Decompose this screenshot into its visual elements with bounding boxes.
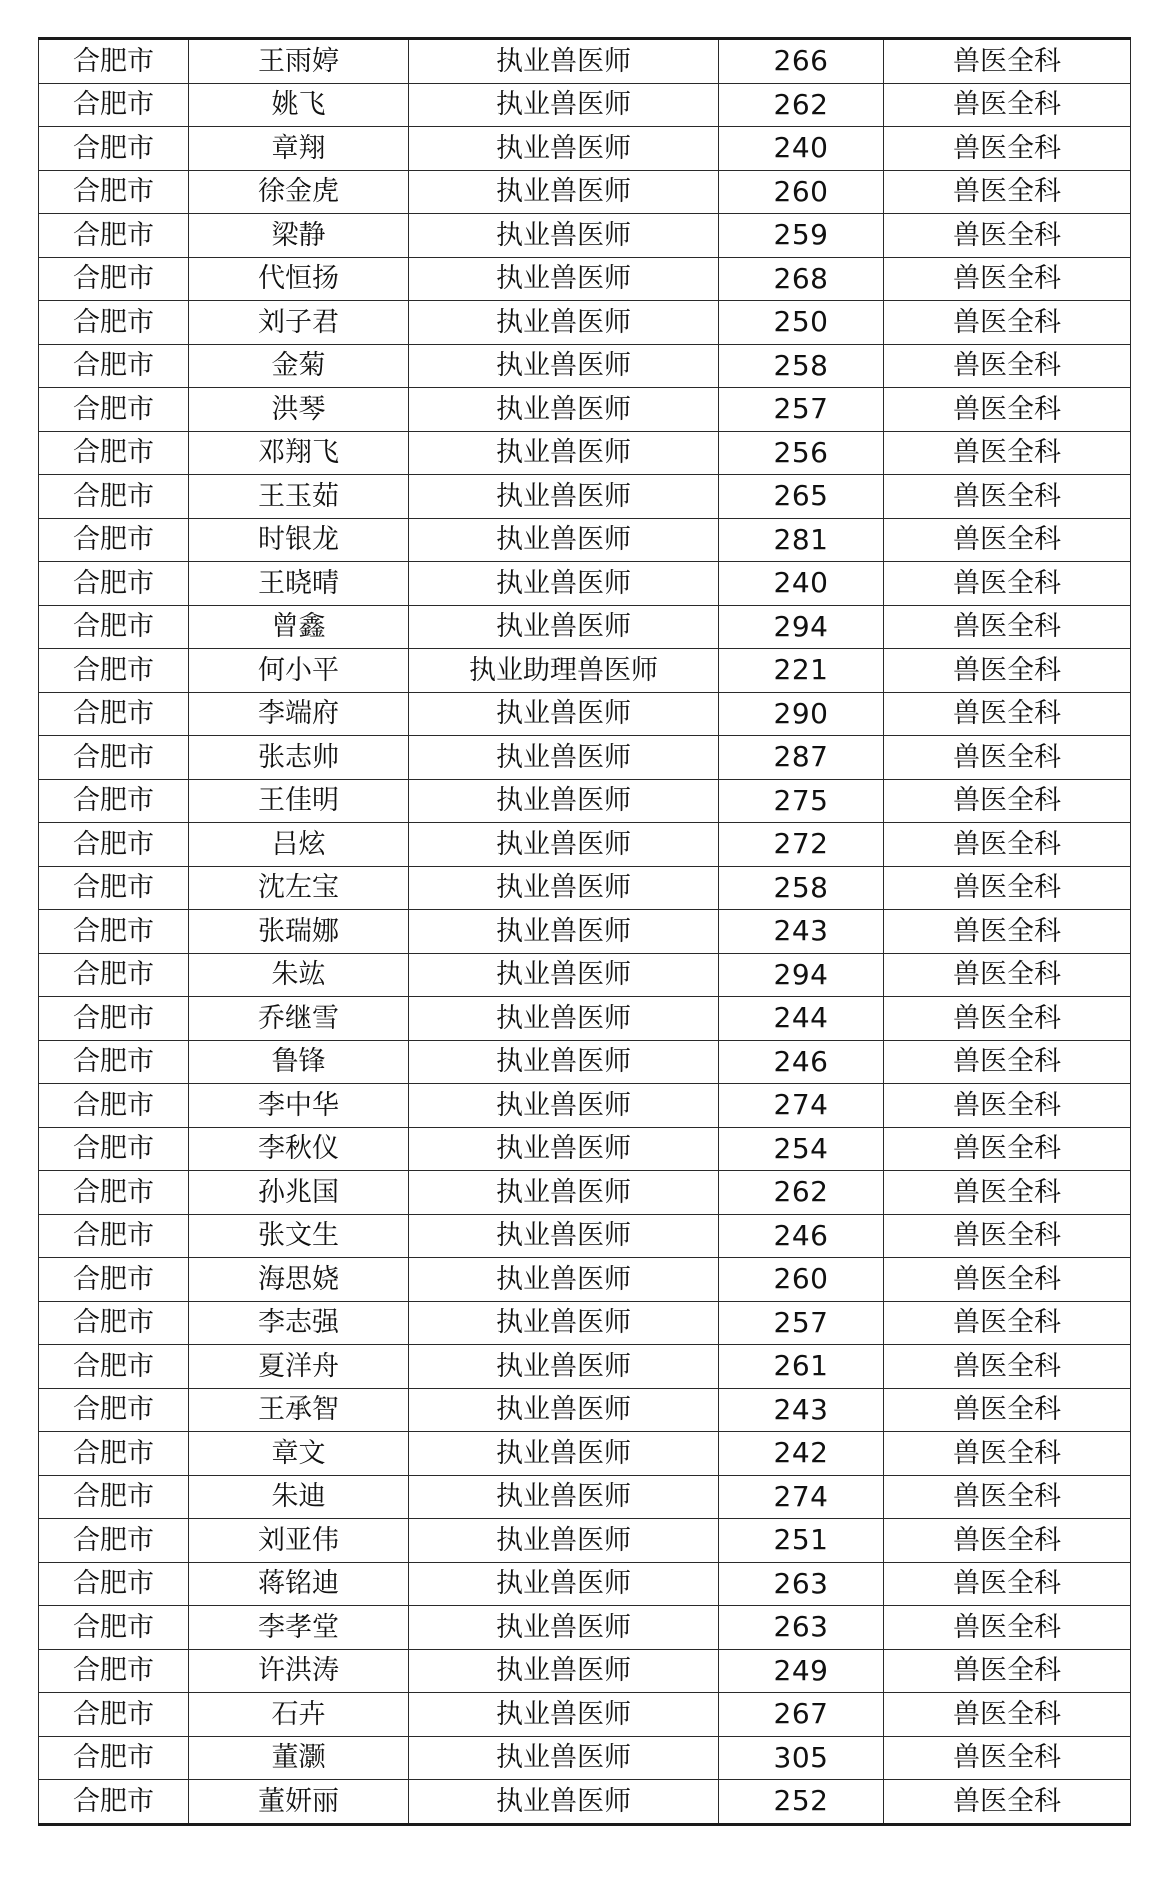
- table-row: [39, 518, 1131, 562]
- city-cell: 合肥市: [39, 1388, 189, 1432]
- score-cell: 240: [719, 562, 884, 606]
- subject-cell: 兽医全科: [884, 997, 1131, 1041]
- qualification-cell: 执业兽医师: [409, 1519, 719, 1563]
- score-cell: 265: [719, 475, 884, 519]
- qualification-cell: 执业兽医师: [409, 301, 719, 345]
- score-cell: 294: [719, 953, 884, 997]
- qualification-cell: 执业兽医师: [409, 1780, 719, 1825]
- score-cell: 251: [719, 1519, 884, 1563]
- table-row: [39, 1040, 1131, 1084]
- score-cell: 266: [719, 39, 884, 84]
- qualification-cell: 执业兽医师: [409, 692, 719, 736]
- name-cell: 邓翔飞: [189, 431, 409, 475]
- score-cell: 243: [719, 1388, 884, 1432]
- name-cell: 章文: [189, 1432, 409, 1476]
- score-cell: 243: [719, 910, 884, 954]
- city-cell: 合肥市: [39, 83, 189, 127]
- name-cell: 蒋铭迪: [189, 1562, 409, 1606]
- subject-cell: 兽医全科: [884, 953, 1131, 997]
- city-cell: 合肥市: [39, 736, 189, 780]
- name-cell: 王佳明: [189, 779, 409, 823]
- subject-cell: 兽医全科: [884, 779, 1131, 823]
- city-cell: 合肥市: [39, 1693, 189, 1737]
- subject-cell: 兽医全科: [884, 1084, 1131, 1128]
- qualification-cell: 执业兽医师: [409, 736, 719, 780]
- subject-cell: 兽医全科: [884, 910, 1131, 954]
- table-row: [39, 170, 1131, 214]
- name-cell: 王玉茹: [189, 475, 409, 519]
- subject-cell: 兽医全科: [884, 1736, 1131, 1780]
- subject-cell: 兽医全科: [884, 823, 1131, 867]
- score-cell: 250: [719, 301, 884, 345]
- name-cell: 张文生: [189, 1214, 409, 1258]
- qualification-cell: 执业兽医师: [409, 83, 719, 127]
- table-row: [39, 953, 1131, 997]
- score-cell: 262: [719, 1171, 884, 1215]
- score-cell: 254: [719, 1127, 884, 1171]
- qualification-cell: 执业兽医师: [409, 953, 719, 997]
- city-cell: 合肥市: [39, 1736, 189, 1780]
- table-row: [39, 1649, 1131, 1693]
- qualification-cell: 执业兽医师: [409, 779, 719, 823]
- score-cell: 246: [719, 1214, 884, 1258]
- city-cell: 合肥市: [39, 605, 189, 649]
- city-cell: 合肥市: [39, 1606, 189, 1650]
- city-cell: 合肥市: [39, 388, 189, 432]
- name-cell: 姚飞: [189, 83, 409, 127]
- city-cell: 合肥市: [39, 1040, 189, 1084]
- table-row: [39, 1432, 1131, 1476]
- name-cell: 章翔: [189, 127, 409, 171]
- name-cell: 夏洋舟: [189, 1345, 409, 1389]
- qualification-cell: 执业兽医师: [409, 823, 719, 867]
- table-row: [39, 1475, 1131, 1519]
- name-cell: 李孝堂: [189, 1606, 409, 1650]
- qualification-cell: 执业兽医师: [409, 170, 719, 214]
- subject-cell: 兽医全科: [884, 83, 1131, 127]
- subject-cell: 兽医全科: [884, 1432, 1131, 1476]
- name-cell: 吕炫: [189, 823, 409, 867]
- city-cell: 合肥市: [39, 1127, 189, 1171]
- city-cell: 合肥市: [39, 1562, 189, 1606]
- subject-cell: 兽医全科: [884, 1475, 1131, 1519]
- name-cell: 曾鑫: [189, 605, 409, 649]
- name-cell: 董妍丽: [189, 1780, 409, 1825]
- city-cell: 合肥市: [39, 431, 189, 475]
- name-cell: 李中华: [189, 1084, 409, 1128]
- name-cell: 王承智: [189, 1388, 409, 1432]
- score-cell: 290: [719, 692, 884, 736]
- score-cell: 267: [719, 1693, 884, 1737]
- city-cell: 合肥市: [39, 910, 189, 954]
- subject-cell: 兽医全科: [884, 1649, 1131, 1693]
- city-cell: 合肥市: [39, 823, 189, 867]
- city-cell: 合肥市: [39, 39, 189, 84]
- name-cell: 孙兆国: [189, 1171, 409, 1215]
- qualification-cell: 执业兽医师: [409, 39, 719, 84]
- city-cell: 合肥市: [39, 1171, 189, 1215]
- score-cell: 252: [719, 1780, 884, 1825]
- score-cell: 242: [719, 1432, 884, 1476]
- qualification-cell: 执业兽医师: [409, 1606, 719, 1650]
- score-cell: 275: [719, 779, 884, 823]
- city-cell: 合肥市: [39, 1345, 189, 1389]
- qualification-cell: 执业兽医师: [409, 1084, 719, 1128]
- subject-cell: 兽医全科: [884, 1171, 1131, 1215]
- table-row: [39, 39, 1131, 84]
- name-cell: 沈左宝: [189, 866, 409, 910]
- name-cell: 刘子君: [189, 301, 409, 345]
- score-cell: 221: [719, 649, 884, 693]
- city-cell: 合肥市: [39, 301, 189, 345]
- score-cell: 294: [719, 605, 884, 649]
- score-cell: 258: [719, 344, 884, 388]
- table-row: [39, 1084, 1131, 1128]
- table-row: [39, 910, 1131, 954]
- qualification-cell: 执业兽医师: [409, 562, 719, 606]
- qualification-cell: 执业兽医师: [409, 910, 719, 954]
- table-row: [39, 214, 1131, 258]
- subject-cell: 兽医全科: [884, 1562, 1131, 1606]
- qualification-cell: 执业兽医师: [409, 997, 719, 1041]
- name-cell: 张志帅: [189, 736, 409, 780]
- city-cell: 合肥市: [39, 257, 189, 301]
- table-row: [39, 1519, 1131, 1563]
- subject-cell: 兽医全科: [884, 475, 1131, 519]
- score-cell: 246: [719, 1040, 884, 1084]
- name-cell: 海思娆: [189, 1258, 409, 1302]
- qualification-cell: 执业兽医师: [409, 388, 719, 432]
- subject-cell: 兽医全科: [884, 866, 1131, 910]
- table-row: [39, 301, 1131, 345]
- qualification-cell: 执业兽医师: [409, 1736, 719, 1780]
- qualification-cell: 执业兽医师: [409, 257, 719, 301]
- table-row: [39, 649, 1131, 693]
- name-cell: 李志强: [189, 1301, 409, 1345]
- table-row: [39, 388, 1131, 432]
- table-row: [39, 1258, 1131, 1302]
- qualification-cell: 执业兽医师: [409, 1562, 719, 1606]
- city-cell: 合肥市: [39, 1649, 189, 1693]
- qualification-cell: 执业兽医师: [409, 866, 719, 910]
- qualification-cell: 执业兽医师: [409, 1214, 719, 1258]
- score-cell: 244: [719, 997, 884, 1041]
- table-row: [39, 779, 1131, 823]
- qualification-cell: 执业兽医师: [409, 1475, 719, 1519]
- city-cell: 合肥市: [39, 1301, 189, 1345]
- results-table-body: [39, 39, 1131, 1825]
- qualification-cell: 执业助理兽医师: [409, 649, 719, 693]
- qualification-cell: 执业兽医师: [409, 1649, 719, 1693]
- subject-cell: 兽医全科: [884, 39, 1131, 84]
- score-cell: 261: [719, 1345, 884, 1389]
- name-cell: 代恒扬: [189, 257, 409, 301]
- table-row: [39, 866, 1131, 910]
- subject-cell: 兽医全科: [884, 344, 1131, 388]
- subject-cell: 兽医全科: [884, 1519, 1131, 1563]
- city-cell: 合肥市: [39, 1475, 189, 1519]
- qualification-cell: 执业兽医师: [409, 475, 719, 519]
- score-cell: 281: [719, 518, 884, 562]
- score-cell: 274: [719, 1084, 884, 1128]
- score-cell: 260: [719, 1258, 884, 1302]
- qualification-cell: 执业兽医师: [409, 431, 719, 475]
- table-row: [39, 736, 1131, 780]
- subject-cell: 兽医全科: [884, 1301, 1131, 1345]
- table-row: [39, 692, 1131, 736]
- score-cell: 305: [719, 1736, 884, 1780]
- city-cell: 合肥市: [39, 1519, 189, 1563]
- subject-cell: 兽医全科: [884, 1693, 1131, 1737]
- city-cell: 合肥市: [39, 562, 189, 606]
- name-cell: 梁静: [189, 214, 409, 258]
- score-cell: 263: [719, 1562, 884, 1606]
- city-cell: 合肥市: [39, 997, 189, 1041]
- table-row: [39, 997, 1131, 1041]
- name-cell: 朱竑: [189, 953, 409, 997]
- table-row: [39, 1388, 1131, 1432]
- name-cell: 张瑞娜: [189, 910, 409, 954]
- name-cell: 洪琴: [189, 388, 409, 432]
- table-row: [39, 1171, 1131, 1215]
- name-cell: 刘亚伟: [189, 1519, 409, 1563]
- score-cell: 240: [719, 127, 884, 171]
- subject-cell: 兽医全科: [884, 518, 1131, 562]
- subject-cell: 兽医全科: [884, 127, 1131, 171]
- score-cell: 262: [719, 83, 884, 127]
- city-cell: 合肥市: [39, 1084, 189, 1128]
- table-row: [39, 1562, 1131, 1606]
- city-cell: 合肥市: [39, 692, 189, 736]
- subject-cell: 兽医全科: [884, 170, 1131, 214]
- table-row: [39, 1214, 1131, 1258]
- qualification-cell: 执业兽医师: [409, 1388, 719, 1432]
- table-row: [39, 562, 1131, 606]
- name-cell: 乔继雪: [189, 997, 409, 1041]
- table-row: [39, 83, 1131, 127]
- table-row: [39, 1345, 1131, 1389]
- city-cell: 合肥市: [39, 649, 189, 693]
- city-cell: 合肥市: [39, 127, 189, 171]
- subject-cell: 兽医全科: [884, 649, 1131, 693]
- subject-cell: 兽医全科: [884, 1040, 1131, 1084]
- city-cell: 合肥市: [39, 1214, 189, 1258]
- city-cell: 合肥市: [39, 475, 189, 519]
- table-row: [39, 1693, 1131, 1737]
- qualification-cell: 执业兽医师: [409, 1432, 719, 1476]
- name-cell: 何小平: [189, 649, 409, 693]
- results-table: [38, 37, 1131, 1826]
- score-cell: 268: [719, 257, 884, 301]
- score-cell: 257: [719, 388, 884, 432]
- name-cell: 王晓晴: [189, 562, 409, 606]
- name-cell: 许洪涛: [189, 1649, 409, 1693]
- table-row: [39, 344, 1131, 388]
- city-cell: 合肥市: [39, 214, 189, 258]
- qualification-cell: 执业兽医师: [409, 1040, 719, 1084]
- table-row: [39, 431, 1131, 475]
- subject-cell: 兽医全科: [884, 1127, 1131, 1171]
- table-row: [39, 1301, 1131, 1345]
- qualification-cell: 执业兽医师: [409, 1345, 719, 1389]
- name-cell: 石卉: [189, 1693, 409, 1737]
- name-cell: 时银龙: [189, 518, 409, 562]
- table-row: [39, 1606, 1131, 1650]
- name-cell: 鲁锋: [189, 1040, 409, 1084]
- subject-cell: 兽医全科: [884, 692, 1131, 736]
- qualification-cell: 执业兽医师: [409, 127, 719, 171]
- city-cell: 合肥市: [39, 1432, 189, 1476]
- subject-cell: 兽医全科: [884, 431, 1131, 475]
- name-cell: 董灏: [189, 1736, 409, 1780]
- name-cell: 李端府: [189, 692, 409, 736]
- table-row: [39, 1736, 1131, 1780]
- city-cell: 合肥市: [39, 779, 189, 823]
- score-cell: 272: [719, 823, 884, 867]
- score-cell: 274: [719, 1475, 884, 1519]
- name-cell: 王雨婷: [189, 39, 409, 84]
- subject-cell: 兽医全科: [884, 257, 1131, 301]
- subject-cell: 兽医全科: [884, 605, 1131, 649]
- name-cell: 李秋仪: [189, 1127, 409, 1171]
- table-row: [39, 1127, 1131, 1171]
- qualification-cell: 执业兽医师: [409, 518, 719, 562]
- city-cell: 合肥市: [39, 1780, 189, 1825]
- score-cell: 259: [719, 214, 884, 258]
- score-cell: 256: [719, 431, 884, 475]
- name-cell: 徐金虎: [189, 170, 409, 214]
- qualification-cell: 执业兽医师: [409, 1301, 719, 1345]
- qualification-cell: 执业兽医师: [409, 605, 719, 649]
- city-cell: 合肥市: [39, 518, 189, 562]
- table-row: [39, 823, 1131, 867]
- table-row: [39, 475, 1131, 519]
- score-cell: 287: [719, 736, 884, 780]
- qualification-cell: 执业兽医师: [409, 1127, 719, 1171]
- city-cell: 合肥市: [39, 866, 189, 910]
- subject-cell: 兽医全科: [884, 214, 1131, 258]
- subject-cell: 兽医全科: [884, 1214, 1131, 1258]
- city-cell: 合肥市: [39, 344, 189, 388]
- qualification-cell: 执业兽医师: [409, 1258, 719, 1302]
- qualification-cell: 执业兽医师: [409, 344, 719, 388]
- city-cell: 合肥市: [39, 953, 189, 997]
- score-cell: 258: [719, 866, 884, 910]
- qualification-cell: 执业兽医师: [409, 214, 719, 258]
- score-cell: 263: [719, 1606, 884, 1650]
- subject-cell: 兽医全科: [884, 1258, 1131, 1302]
- city-cell: 合肥市: [39, 1258, 189, 1302]
- score-cell: 249: [719, 1649, 884, 1693]
- qualification-cell: 执业兽医师: [409, 1693, 719, 1737]
- name-cell: 朱迪: [189, 1475, 409, 1519]
- score-cell: 260: [719, 170, 884, 214]
- subject-cell: 兽医全科: [884, 388, 1131, 432]
- subject-cell: 兽医全科: [884, 1780, 1131, 1825]
- subject-cell: 兽医全科: [884, 1388, 1131, 1432]
- subject-cell: 兽医全科: [884, 736, 1131, 780]
- table-row: [39, 1780, 1131, 1825]
- table-row: [39, 257, 1131, 301]
- subject-cell: 兽医全科: [884, 301, 1131, 345]
- name-cell: 金菊: [189, 344, 409, 388]
- score-cell: 257: [719, 1301, 884, 1345]
- qualification-cell: 执业兽医师: [409, 1171, 719, 1215]
- table-row: [39, 605, 1131, 649]
- subject-cell: 兽医全科: [884, 562, 1131, 606]
- subject-cell: 兽医全科: [884, 1345, 1131, 1389]
- city-cell: 合肥市: [39, 170, 189, 214]
- table-row: [39, 127, 1131, 171]
- subject-cell: 兽医全科: [884, 1606, 1131, 1650]
